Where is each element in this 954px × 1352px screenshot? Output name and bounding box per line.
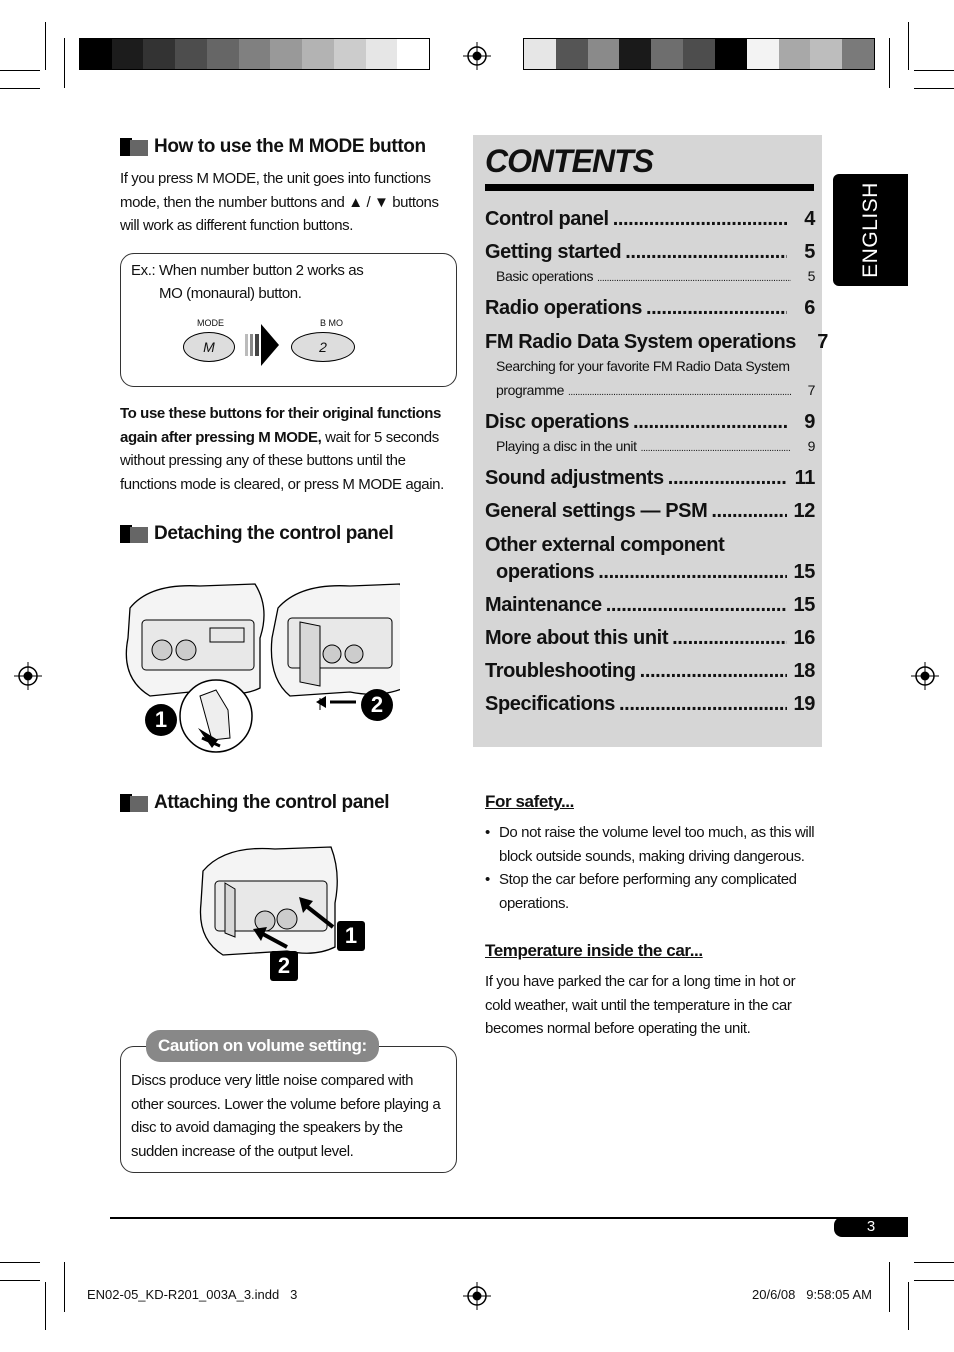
registration-mark-icon [463, 42, 491, 70]
toc-item[interactable]: General settings — PSM ..... 12 [485, 500, 815, 523]
toc-item[interactable]: operations ..... 15 [496, 561, 815, 584]
crop-mark [0, 1280, 40, 1281]
toc-item[interactable]: Specifications ..... 19 [485, 693, 815, 716]
crop-mark [914, 70, 954, 71]
crop-mark [889, 1262, 890, 1312]
detach-step-1-badge: 1 [145, 704, 177, 736]
crop-mark [0, 1262, 40, 1263]
toc-subitem[interactable]: Basic operations ..... 5 [496, 268, 815, 284]
contents-divider [485, 184, 814, 191]
b-mo-label: B MO [320, 318, 344, 328]
toc-item[interactable]: Control panel ..... 4 [485, 208, 815, 231]
attach-step-1-badge: 1 [337, 921, 365, 951]
color-bar-left [79, 38, 430, 70]
color-bar-right [523, 38, 875, 70]
crop-mark [889, 38, 890, 88]
crop-mark [0, 88, 40, 89]
mmode-text: If you press M MODE, the unit goes into functions mode, then the number buttons and ▲ / ▼ buttons will work as different function buttons. [120, 170, 439, 234]
footer-file-info: EN02-05_KD-R201_003A_3.indd 3 [87, 1287, 298, 1302]
crop-mark [914, 88, 954, 89]
section-marker-icon [120, 794, 148, 812]
contents-title: CONTENTS [485, 143, 653, 179]
temperature-text: If you have parked the car for a long time in hot or cold weather, wait until the temperature in the car becomes normal before operating the unit. [485, 973, 796, 1037]
m-mode-key: M [183, 332, 235, 362]
language-tab-label: ENGLISH [858, 182, 882, 278]
temperature-heading: Temperature inside the car... [485, 941, 703, 960]
registration-mark-icon [911, 662, 939, 690]
attaching-heading: Attaching the control panel [120, 792, 389, 814]
crop-mark [0, 70, 40, 71]
arrow-right-icon [245, 320, 279, 372]
crop-mark [914, 1262, 954, 1263]
toc-item-line1: Other external component [485, 534, 725, 556]
toc-item[interactable]: More about this unit ..... 16 [485, 627, 815, 650]
toc-subitem-line1: Searching for your favorite FM Radio Data System [496, 358, 790, 374]
crop-mark [908, 22, 909, 70]
crop-mark [64, 38, 65, 88]
number-2-key: 2 [291, 332, 355, 362]
registration-mark-icon [463, 1282, 491, 1310]
original-functions-text: To use these buttons for their original functions again after pressing M MODE, wait for 5 seconds without pressing any of these buttons until the functions mode is cleared, or press M MODE again. [120, 405, 444, 493]
toc-item[interactable]: Disc operations ..... 9 [485, 411, 815, 434]
crop-mark [64, 1262, 65, 1312]
toc-subitem[interactable]: Playing a disc in the unit ..... 9 [496, 438, 815, 454]
registration-mark-icon [14, 662, 42, 690]
example-box [120, 253, 457, 387]
crop-mark [914, 1280, 954, 1281]
toc-item[interactable]: Maintenance ..... 15 [485, 594, 815, 617]
footer-rule [110, 1217, 908, 1219]
toc-item[interactable]: Troubleshooting ..... 18 [485, 660, 815, 683]
detach-step-2-badge: 2 [361, 689, 393, 721]
caution-box [120, 1046, 457, 1173]
example-text-line1: When number button 2 works as [159, 262, 364, 279]
crop-mark [908, 1282, 909, 1330]
section-marker-icon [120, 525, 148, 543]
example-text-line2: MO (monaural) button. [159, 285, 302, 302]
attach-step-2-badge: 2 [270, 951, 298, 981]
crop-mark [45, 22, 46, 70]
toc-item[interactable]: Sound adjustments ..... 11 [485, 467, 815, 490]
safety-heading: For safety... [485, 792, 574, 811]
caution-heading: Caution on volume setting: [146, 1030, 379, 1062]
contents-panel [473, 135, 828, 747]
mode-label: MODE [197, 318, 224, 328]
language-tab [833, 174, 908, 286]
toc-item[interactable]: Getting started ..... 5 [485, 241, 815, 264]
safety-bullet: • Do not raise the volume level too much, as this will block outside sounds, making driving dangerous. [485, 824, 815, 865]
footer-timestamp: 20/6/08 9:58:05 AM [752, 1287, 872, 1302]
crop-mark [45, 1282, 46, 1330]
caution-text: Discs produce very little noise compared with other sources. Lower the volume before playing a disc to avoid damaging the speakers by the sudden increase of the output level. [131, 1072, 441, 1160]
detaching-heading: Detaching the control panel [120, 523, 393, 545]
toc-item[interactable]: Radio operations ..... 6 [485, 297, 815, 320]
mmode-heading: How to use the M MODE button [120, 136, 426, 158]
section-marker-icon [120, 138, 148, 156]
toc-subitem[interactable]: programme ..... 7 [496, 382, 815, 398]
page-number: 3 [834, 1217, 908, 1237]
example-label: Ex.: [131, 262, 156, 279]
toc-item[interactable]: FM Radio Data System operations 7 [485, 331, 828, 353]
safety-bullet: • Stop the car before performing any complicated operations. [485, 871, 797, 912]
